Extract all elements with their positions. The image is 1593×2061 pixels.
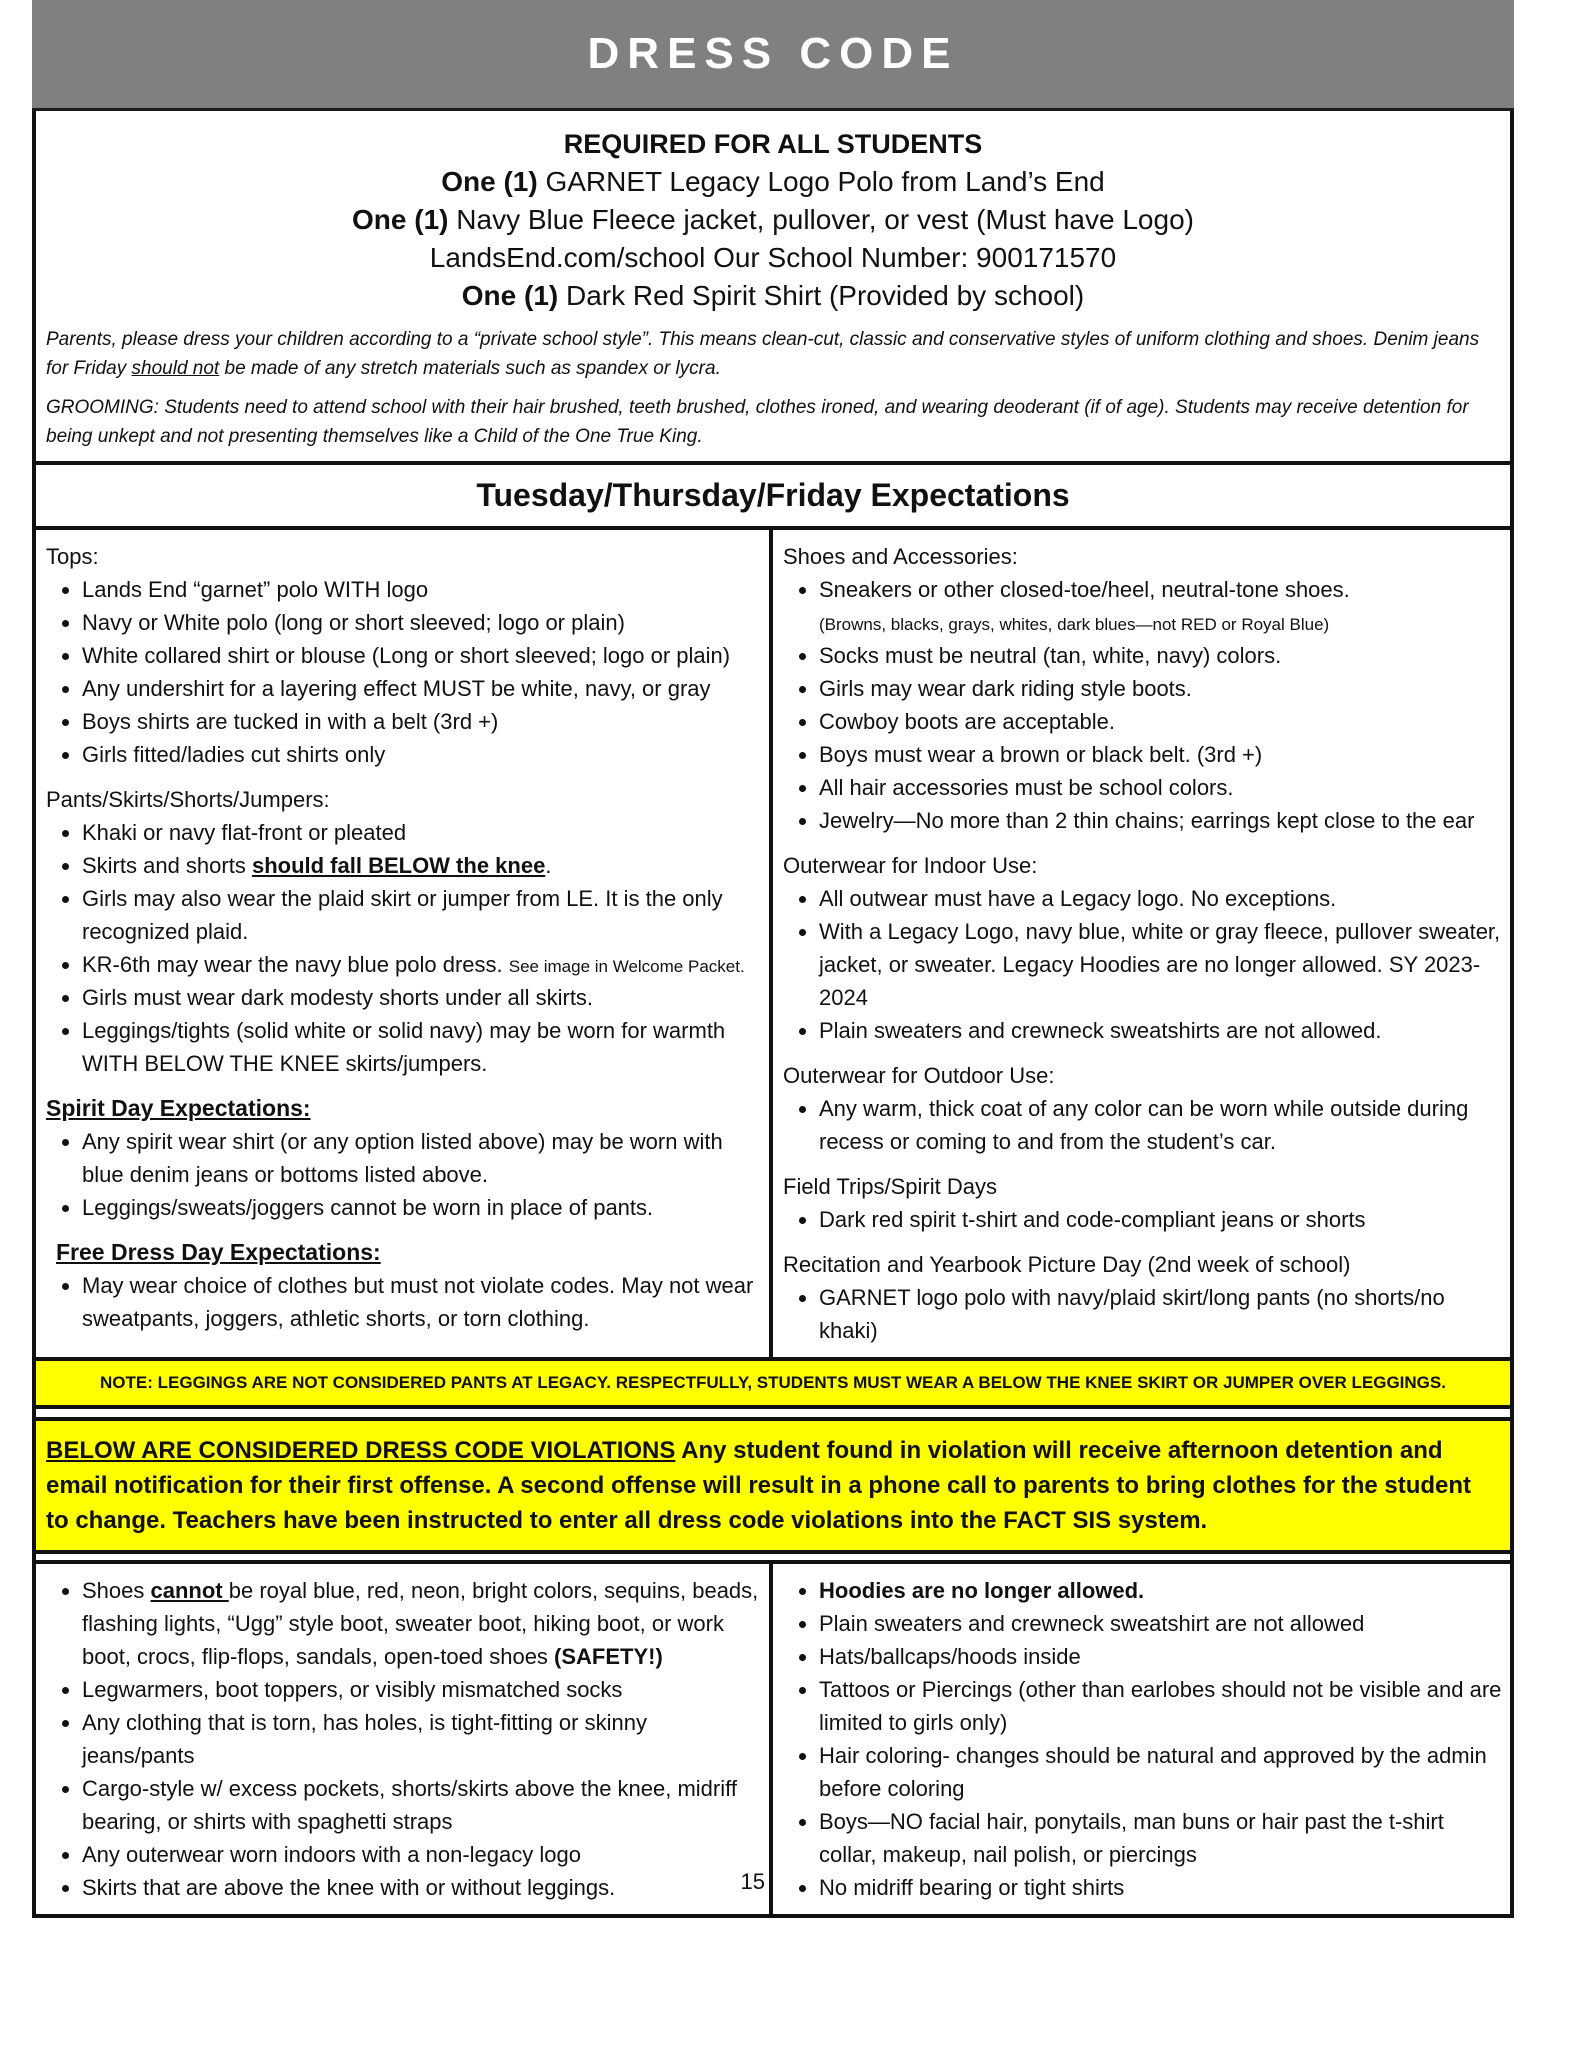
list-item: • Tattoos or Piercings (other than earlobes should not be visible and are limited to girls only)	[819, 1673, 1502, 1739]
list-item: • Cargo-style w/ excess pockets, shorts/skirts above the knee, midriff bearing, or shirts with spaghetti straps	[82, 1772, 761, 1838]
list-item: • Sneakers or other closed-toe/heel, neutral-tone shoes. (Browns, blacks, grays, whites, dark blues—not RED or Royal Blue)	[819, 573, 1502, 639]
violations-banner: BELOW ARE CONSIDERED DRESS CODE VIOLATIONS Any student found in violation will receive afternoon detention and email notification for their first offense. A second offense will result in a phone call to parents to bring clothes for the student to change. Teachers have been instructed to enter all dress code violations into the FACT SIS system.	[36, 1417, 1510, 1554]
indoor-heading: Outerwear for Indoor Use:	[783, 853, 1038, 878]
list-item: • Shoes cannot be royal blue, red, neon, bright colors, sequins, beads, flashing lights, “Ugg” style boot, sweater boot, hiking boot, or work boot, crocs, flip-flops, sandals, open-toed shoes (SAFETY!)	[82, 1574, 761, 1673]
free-dress-heading: Free Dress Day Expectations:	[56, 1239, 381, 1265]
list-item: • May wear choice of clothes but must not violate codes. May not wear sweatpants, joggers, athletic shorts, or torn clothing.	[82, 1269, 761, 1335]
expectations-columns	[36, 526, 1510, 1357]
page-number: 15	[740, 1869, 765, 1894]
list-item: • Any warm, thick coat of any color can be worn while outside during recess or coming to and from the student’s car.	[819, 1092, 1502, 1158]
page-title: DRESS CODE	[587, 29, 959, 78]
violations-heading: BELOW ARE CONSIDERED DRESS CODE VIOLATIONS	[46, 1437, 676, 1464]
list-item: • Girls must wear dark modesty shorts under all skirts.	[82, 981, 761, 1014]
list-item: • Dark red spirit t-shirt and code-compliant jeans or shorts	[819, 1203, 1502, 1236]
list-item: • Skirts and shorts should fall BELOW the knee.	[82, 849, 761, 882]
shoes-heading: Shoes and Accessories:	[783, 544, 1018, 569]
list-item: • Leggings/sweats/joggers cannot be worn in place of pants.	[82, 1191, 761, 1224]
trips-list	[783, 1203, 1502, 1236]
list-item: • Girls fitted/ladies cut shirts only	[82, 738, 761, 771]
list-item: • Leggings/tights (solid white or solid navy) may be worn for warmth WITH BELOW THE KNEE skirts/jumpers.	[82, 1014, 761, 1080]
main-box	[32, 111, 1514, 1918]
expectations-right	[773, 530, 1510, 1357]
spirit-list	[46, 1125, 761, 1224]
violations-right-list	[783, 1574, 1502, 1904]
list-item: • Lands End “garnet” polo WITH logo	[82, 573, 761, 606]
picture-day-list	[783, 1281, 1502, 1347]
list-item: • No midriff bearing or tight shirts	[819, 1871, 1502, 1904]
list-item: • Any spirit wear shirt (or any option listed above) may be worn with blue denim jeans or bottoms listed above.	[82, 1125, 761, 1191]
outdoor-heading: Outerwear for Outdoor Use:	[783, 1063, 1055, 1088]
list-item: • Hoodies are no longer allowed.	[819, 1574, 1502, 1607]
violations-columns	[36, 1560, 1510, 1914]
pants-list	[46, 816, 761, 1080]
required-line-1: One (1) GARNET Legacy Logo Polo from Land’s End	[441, 166, 1105, 197]
trips-heading: Field Trips/Spirit Days	[783, 1174, 997, 1199]
list-item: • All hair accessories must be school colors.	[819, 771, 1502, 804]
required-line-2: One (1) Navy Blue Fleece jacket, pullover, or vest (Must have Logo)	[352, 204, 1194, 235]
list-item: • Khaki or navy flat-front or pleated	[82, 816, 761, 849]
grooming-note: GROOMING: Students need to attend school with their hair brushed, teeth brushed, clothes ironed, and wearing deoderant (if of age). Students may receive detention for being unkept and not presenting themselves like a Child of the One True King.	[46, 397, 1469, 447]
required-section	[36, 111, 1510, 461]
list-item: • Plain sweaters and crewneck sweatshirt are not allowed	[819, 1607, 1502, 1640]
list-item: • Socks must be neutral (tan, white, navy) colors.	[819, 639, 1502, 672]
pants-heading: Pants/Skirts/Shorts/Jumpers:	[46, 787, 330, 812]
list-item: • Any clothing that is torn, has holes, is tight-fitting or skinny jeans/pants	[82, 1706, 761, 1772]
free-dress-list	[46, 1269, 761, 1335]
list-item: • Girls may wear dark riding style boots.	[819, 672, 1502, 705]
required-heading: REQUIRED FOR ALL STUDENTS	[563, 129, 983, 159]
expectations-title: Tuesday/Thursday/Friday Expectations	[36, 461, 1510, 526]
leggings-note: NOTE: LEGGINGS ARE NOT CONSIDERED PANTS AT LEGACY. RESPECTFULLY, STUDENTS MUST WEAR A BELOW THE KNEE SKIRT OR JUMPER OVER LEGGINGS.	[36, 1357, 1510, 1409]
list-item: • Skirts that are above the knee with or without leggings.	[82, 1871, 761, 1904]
list-item: • Jewelry—No more than 2 thin chains; earrings kept close to the ear	[819, 804, 1502, 837]
list-item: • Boys shirts are tucked in with a belt (3rd +)	[82, 705, 761, 738]
shoes-list	[783, 573, 1502, 837]
expectations-left	[36, 530, 773, 1357]
list-item: • Girls may also wear the plaid skirt or jumper from LE. It is the only recognized plaid.	[82, 882, 761, 948]
parents-note: Parents, please dress your children according to a “private school style”. This means clean-cut, classic and conservative styles of uniform clothing and shoes. Denim jeans for Friday should not be made of any stretch materials such as spandex or lycra.	[46, 329, 1480, 379]
list-item: • Any outerwear worn indoors with a non-legacy logo	[82, 1838, 761, 1871]
violations-right	[773, 1564, 1510, 1914]
required-line-4: One (1) Dark Red Spirit Shirt (Provided by school)	[461, 280, 1085, 311]
list-item: • Hats/ballcaps/hoods inside	[819, 1640, 1502, 1673]
list-item: • Boys—NO facial hair, ponytails, man buns or hair past the t-shirt collar, makeup, nail polish, or piercings	[819, 1805, 1502, 1871]
list-item: • White collared shirt or blouse (Long or short sleeved; logo or plain)	[82, 639, 761, 672]
tops-heading: Tops:	[46, 544, 99, 569]
list-item: • Plain sweaters and crewneck sweatshirts are not allowed.	[819, 1014, 1502, 1047]
violations-left-list	[46, 1574, 761, 1904]
list-item: • KR-6th may wear the navy blue polo dress. See image in Welcome Packet.	[82, 948, 761, 981]
outdoor-list	[783, 1092, 1502, 1158]
list-item: • Hair coloring- changes should be natural and approved by the admin before coloring	[819, 1739, 1502, 1805]
list-item: • Legwarmers, boot toppers, or visibly mismatched socks	[82, 1673, 761, 1706]
list-item: • Any undershirt for a layering effect MUST be white, navy, or gray	[82, 672, 761, 705]
title-bar	[32, 0, 1514, 111]
document-page	[32, 0, 1514, 1918]
list-item: • With a Legacy Logo, navy blue, white or gray fleece, pullover sweater, jacket, or sweater. Legacy Hoodies are no longer allowed. SY 2023-2024	[819, 915, 1502, 1014]
list-item: • Boys must wear a brown or black belt. (3rd +)	[819, 738, 1502, 771]
indoor-list	[783, 882, 1502, 1047]
tops-list	[46, 573, 761, 771]
list-item: • GARNET logo polo with navy/plaid skirt/long pants (no shorts/no khaki)	[819, 1281, 1502, 1347]
list-item: • Navy or White polo (long or short sleeved; logo or plain)	[82, 606, 761, 639]
picture-day-heading: Recitation and Yearbook Picture Day (2nd week of school)	[783, 1252, 1351, 1277]
list-item: • Cowboy boots are acceptable.	[819, 705, 1502, 738]
required-line-3: LandsEnd.com/school Our School Number: 900171570	[429, 242, 1117, 273]
violations-left	[36, 1564, 773, 1914]
spirit-heading: Spirit Day Expectations:	[46, 1095, 311, 1121]
list-item: • All outwear must have a Legacy logo. No exceptions.	[819, 882, 1502, 915]
